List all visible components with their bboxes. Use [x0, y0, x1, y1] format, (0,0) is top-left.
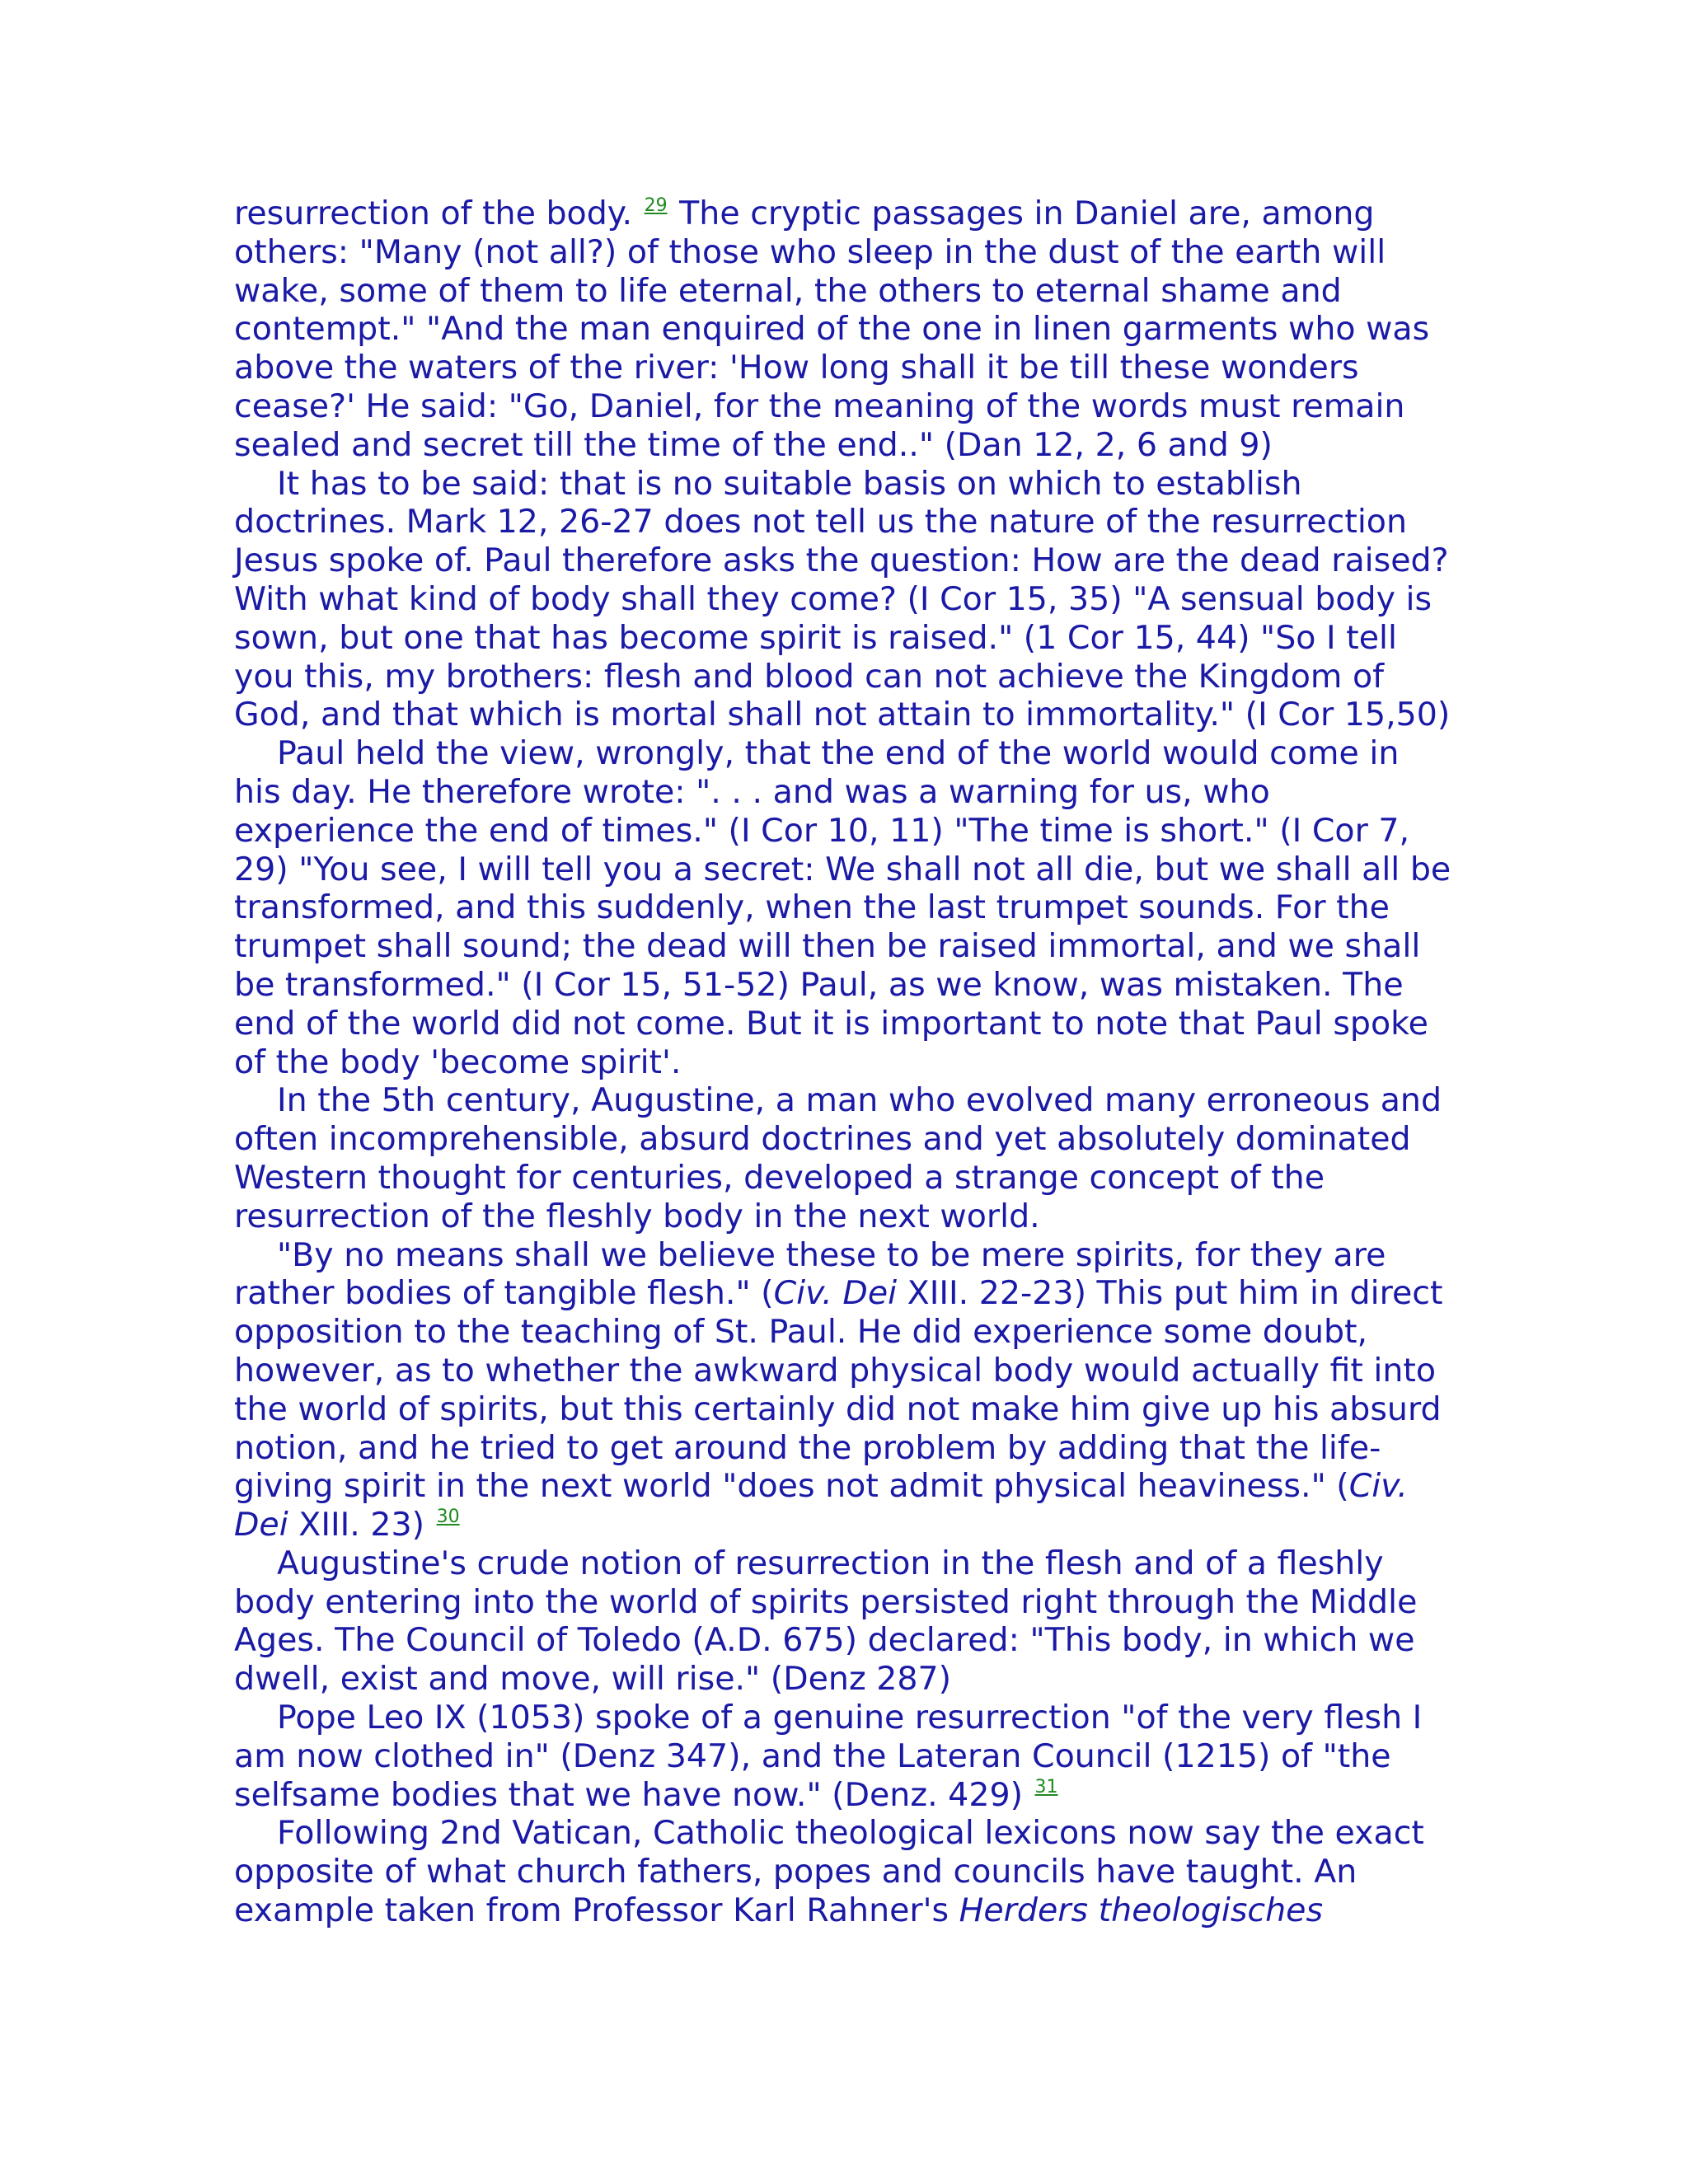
paragraph — [234, 465, 1454, 735]
paragraph — [234, 1699, 1454, 1814]
paragraph-text: resurrection of the body. — [234, 194, 643, 232]
footnote-link[interactable]: 29 — [644, 195, 668, 216]
paragraph-text: It has to be said: that is no suitable basis on which to establish doctrines. Mark 12, 26-27 does not tell us the nature of the resurrection Jesus spoke of. Paul therefore asks the question: How are the dead raised? With what kind of body shall they come? (I Cor 15, 35) "A sensual body is sown, but one that has become spirit is raised." (1 Cor 15, 44) "So I tell you this, my brothers: flesh and blood can not achieve the Kingdom of God, and that which is mortal shall not attain to immortality." (I Cor 15,50) — [234, 464, 1451, 734]
paragraph — [234, 1814, 1454, 1929]
paragraph-text: "By no means shall we believe these to be mere spirits, for they are rather bodies of tangible flesh." ( — [234, 1235, 1386, 1313]
paragraph-text: Paul held the view, wrongly, that the end of the world would come in his day. He therefore wrote: ". . . and was a warning for us, who experience the end of times." (I Cor 10, 11) "The time is short." (I Cor 7, 29) "You see, I will tell you a secret: We shall not all die, but we shall all be transformed, and this suddenly, when the last trumpet sounds. For the trumpet shall sound; the dead will then be raised immortal, and we shall be transformed." (I Cor 15, 51-52) Paul, as we know, was mistaken. The end of the world did not come. But it is important to note that Paul spoke of the body 'become spirit'. — [234, 734, 1451, 1081]
paragraph-text: XIII. 23) — [288, 1506, 435, 1544]
paragraph — [234, 1236, 1454, 1544]
paragraph-text: Pope Leo IX (1053) spoke of a genuine resurrection "of the very flesh I am now clothed in" (Denz 347), and the Lateran Council (1215) of "the selfsame bodies that we have now." (Denz. 429) — [234, 1699, 1423, 1814]
paragraph — [234, 1081, 1454, 1235]
document-body — [234, 194, 1454, 1930]
italic-title: Herders theologisches — [959, 1891, 1324, 1930]
italic-title: Civ. Dei — [234, 1467, 1408, 1544]
paragraph-text: Augustine's crude notion of resurrection in the flesh and of a fleshly body entering into the world of spirits persisted right through the Middle Ages. The Council of Toledo (A.D. 675) declared: "This body, in which we dwell, exist and move, will rise." (Denz 287) — [234, 1544, 1418, 1699]
paragraph — [234, 1544, 1454, 1699]
paragraph — [234, 734, 1454, 1081]
paragraph-text: XIII. 22-23) This put him in direct opposition to the teaching of St. Paul. He did experience some doubt, however, as to whether the awkward physical body would actually fit into the world of spirits, but this certainly did not make him give up his absurd notion, and he tried to get around the problem by adding that the life-giving spirit in the next world "does not admit physical heaviness." ( — [234, 1274, 1443, 1506]
paragraph-text: In the 5th century, Augustine, a man who evolved many erroneous and often incomprehensible, absurd doctrines and yet absolutely dominated Western thought for centuries, developed a strange concept of the resurrection of the fleshly body in the next world. — [234, 1081, 1442, 1235]
paragraph-text: Following 2nd Vatican, Catholic theological lexicons now say the exact opposite of what church fathers, popes and councils have taught. An example taken from Professor Karl Rahner's — [234, 1814, 1424, 1930]
italic-title: Civ. Dei — [773, 1274, 898, 1313]
footnote-link[interactable]: 30 — [436, 1507, 460, 1528]
footnote-link[interactable]: 31 — [1034, 1776, 1058, 1797]
paragraph-text: The cryptic passages in Daniel are, among others: "Many (not all?) of those who sleep in the dust of the earth will wake, some of them to life eternal, the others to eternal shame and contempt." "And the man enquired of the one in linen garments who was above the waters of the river: 'How long shall it be till these wonders cease?' He said: "Go, Daniel, for the meaning of the words must remain sealed and secret till the time of the end.." (Dan 12, 2, 6 and 9) — [234, 194, 1430, 464]
paragraph — [234, 194, 1454, 465]
